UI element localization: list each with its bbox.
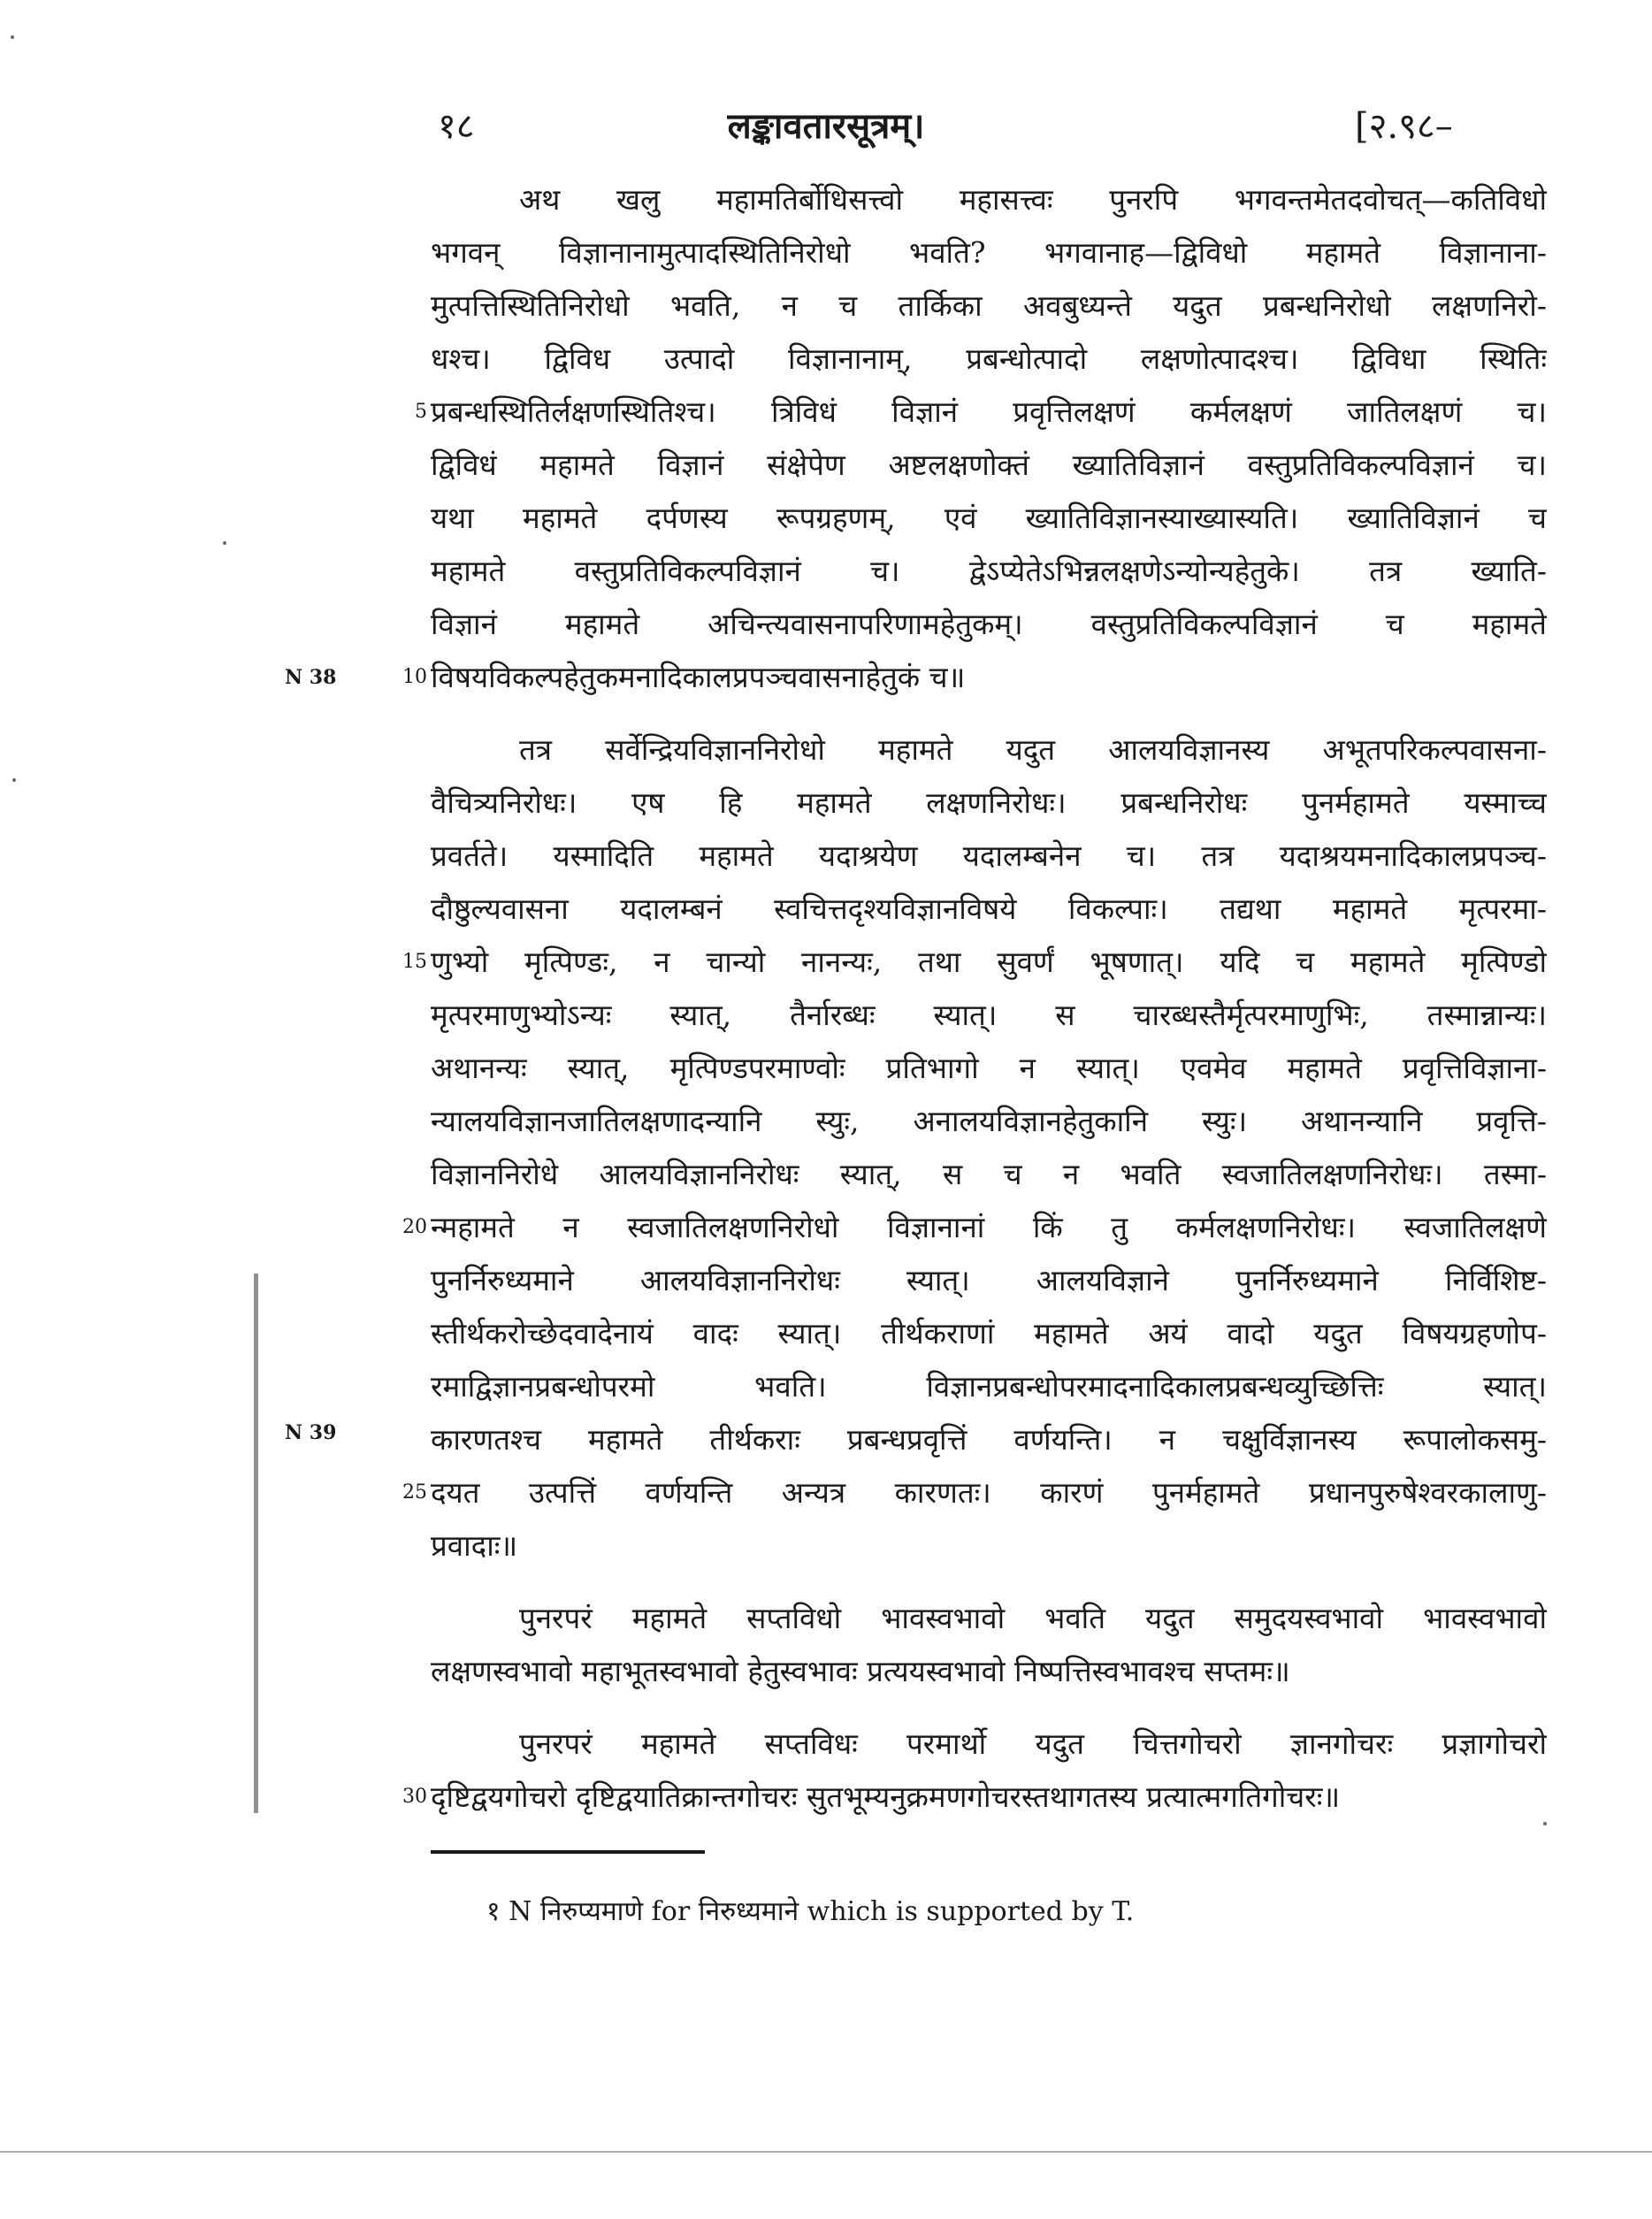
line-number: 25 [402, 1481, 427, 1504]
text-line: न्यालयविज्ञानजातिलक्षणादन्यानि स्युः, अनालयविज्ञानहेतुकानि स्युः। अथानन्यानि प्रवृत्ति- [431, 1104, 1547, 1138]
text-line: धश्च। द्विविध उत्पादो विज्ञानानाम्, प्रबन्धोत्पादो लक्षणोत्पादश्च। द्विविधा स्थितिः [431, 341, 1547, 376]
text-line: विज्ञाननिरोधे आलयविज्ञाननिरोधः स्यात्, स च न भवति स्वजातिलक्षणनिरोधः। तस्मा- [431, 1157, 1547, 1191]
footnote-marker: १ [486, 1896, 501, 1927]
text-line: भगवन् विज्ञानानामुत्पादस्थितिनिरोधो भवति? भगवानाह—द्विविधो महामते विज्ञानाना- [431, 235, 1547, 270]
line-number: 15 [402, 951, 427, 973]
text-line: यथा महामते दर्पणस्य रूपग्रहणम्, एवं ख्यातिविज्ञानस्याख्यास्यति। ख्यातिविज्ञानं च [431, 501, 1547, 535]
text-line: प्रवादाः॥ [431, 1528, 518, 1563]
text-line: पुनर्निरुध्यमाने आलयविज्ञाननिरोधः स्यात्। आलयविज्ञाने पुनर्निरुध्यमाने निर्विशिष्ट- [431, 1263, 1547, 1297]
page-number: १८ [438, 106, 475, 147]
page-title: लङ्कावतारसूत्रम्। [727, 105, 925, 147]
scan-speck [1543, 1822, 1547, 1825]
text-line: अथ खलु महामतिर्बोधिसत्त्वो महासत्त्वः पुनरपि भगवन्तमेतदवोचत्—कतिविधो [519, 182, 1547, 217]
text-line: प्रवर्तते। यस्मादिति महामते यदाश्रयेण यदालम्बनेन च। तत्र यदाश्रयमनादिकालप्रपञ्च- [431, 838, 1547, 873]
scan-speck [12, 778, 16, 782]
text-line: मृत्परमाणुभ्योऽन्यः स्यात्, तैर्नारब्धः स्यात्। स चारब्धस्तैर्मृत्परमाणुभिः, तस्मान्नान्यः। [431, 998, 1547, 1032]
footnote [486, 1894, 1134, 1930]
line-number: 10 [402, 666, 427, 688]
text-line: दयत उत्पत्तिं वर्णयन्ति अन्यत्र कारणतः। कारणं पुनर्महामते प्रधानपुरुषेश्वरकालाणु- [431, 1475, 1547, 1510]
section-reference: [२.९८– [1355, 106, 1453, 147]
footnote-text: N निरुप्यमाणे for निरुध्यमाने which is supported by T. [509, 1896, 1135, 1927]
text-line: णुभ्यो मृत्पिण्डः, न चान्यो नानन्यः, तथा सुवर्णं भूषणात्। यदि च महामते मृत्पिण्डो [431, 945, 1547, 979]
margin-note: N 38 [285, 666, 337, 689]
line-number: 20 [402, 1216, 427, 1238]
text-line: महामते वस्तुप्रतिविकल्पविज्ञानं च। द्वेऽप्येतेऽभिन्नलक्षणेऽन्योन्यहेतुके। तत्र ख्याति- [431, 554, 1547, 588]
scan-bottom-edge [0, 2151, 1652, 2153]
text-line: पुनरपरं महामते सप्तविधः परमार्थो यदुत चित्तगोचरो ज्ञानगोचरः प्रज्ञागोचरो [519, 1726, 1547, 1761]
footnote-rule [431, 1850, 705, 1854]
text-line: कारणतश्च महामते तीर्थकराः प्रबन्धप्रवृत्तिं वर्णयन्ति। न चक्षुर्विज्ञानस्य रूपालोकसमु- [431, 1422, 1547, 1457]
text-line: लक्षणस्वभावो महाभूतस्वभावो हेतुस्वभावः प्रत्ययस्वभावो निष्पत्तिस्वभावश्च सप्तमः॥ [431, 1654, 1290, 1688]
text-line: प्रबन्धस्थितिर्लक्षणस्थितिश्च। त्रिविधं विज्ञानं प्रवृत्तिलक्षणं कर्मलक्षणं जातिलक्षणं च। [431, 394, 1547, 429]
line-number: 5 [415, 401, 427, 423]
text-line: द्विविधं महामते विज्ञानं संक्षेपेण अष्टलक्षणोक्तं ख्यातिविज्ञानं वस्तुप्रतिविकल्पविज्ञानं च। [431, 448, 1547, 482]
text-line: स्तीर्थकरोच्छेदवादेनायं वादः स्यात्। तीर्थकराणां महामते अयं वादो यदुत विषयग्रहणोप- [431, 1316, 1547, 1351]
margin-note: N 39 [285, 1421, 337, 1444]
scan-speck [223, 541, 226, 545]
text-line: तत्र सर्वेन्द्रियविज्ञाननिरोधो महामते यदुत आलयविज्ञानस्य अभूतपरिकल्पवासना- [519, 732, 1547, 767]
text-line: पुनरपरं महामते सप्तविधो भावस्वभावो भवति यदुत समुदयस्वभावो भावस्वभावो [519, 1601, 1547, 1635]
scan-binding-shadow [254, 1274, 258, 1813]
text-line: विषयविकल्पहेतुकमनादिकालप्रपञ्चवासनाहेतुकं च॥ [431, 660, 966, 694]
scan-speck [11, 35, 14, 39]
text-line: रमाद्विज्ञानप्रबन्धोपरमो भवति। विज्ञानप्रबन्धोपरमादनादिकालप्रबन्धव्युच्छित्तिः स्यात्। [431, 1369, 1547, 1404]
text-line: विज्ञानं महामते अचिन्त्यवासनापरिणामहेतुकम्। वस्तुप्रतिविकल्पविज्ञानं च महामते [431, 607, 1547, 641]
text-line: दौष्ठुल्यवासना यदालम्बनं स्वचित्तदृश्यविज्ञानविषये विकल्पाः। तद्यथा महामते मृत्परमा- [431, 891, 1547, 926]
line-number: 30 [402, 1786, 427, 1808]
text-line: मुत्पत्तिस्थितिनिरोधो भवति, न च तार्किका अवबुध्यन्ते यदुत प्रबन्धनिरोधो लक्षणनिरो- [431, 288, 1547, 323]
text-line: वैचित्र्यनिरोधः। एष हि महामते लक्षणनिरोधः। प्रबन्धनिरोधः पुनर्महामते यस्माच्च [431, 785, 1547, 820]
text-line: अथानन्यः स्यात्, मृत्पिण्डपरमाण्वोः प्रतिभागो न स्यात्। एवमेव महामते प्रवृत्तिविज्ञाना- [431, 1051, 1547, 1085]
text-line: दृष्टिद्वयगोचरो दृष्टिद्वयातिक्रान्तगोचरः सुतभूम्यनुक्रमणगोचरस्तथागतस्य प्रत्यात्मगतिगोचरः॥ [431, 1779, 1341, 1814]
text-line: न्महामते न स्वजातिलक्षणनिरोधो विज्ञानानां किं तु कर्मलक्षणनिरोधः। स्वजातिलक्षणे [431, 1210, 1547, 1244]
